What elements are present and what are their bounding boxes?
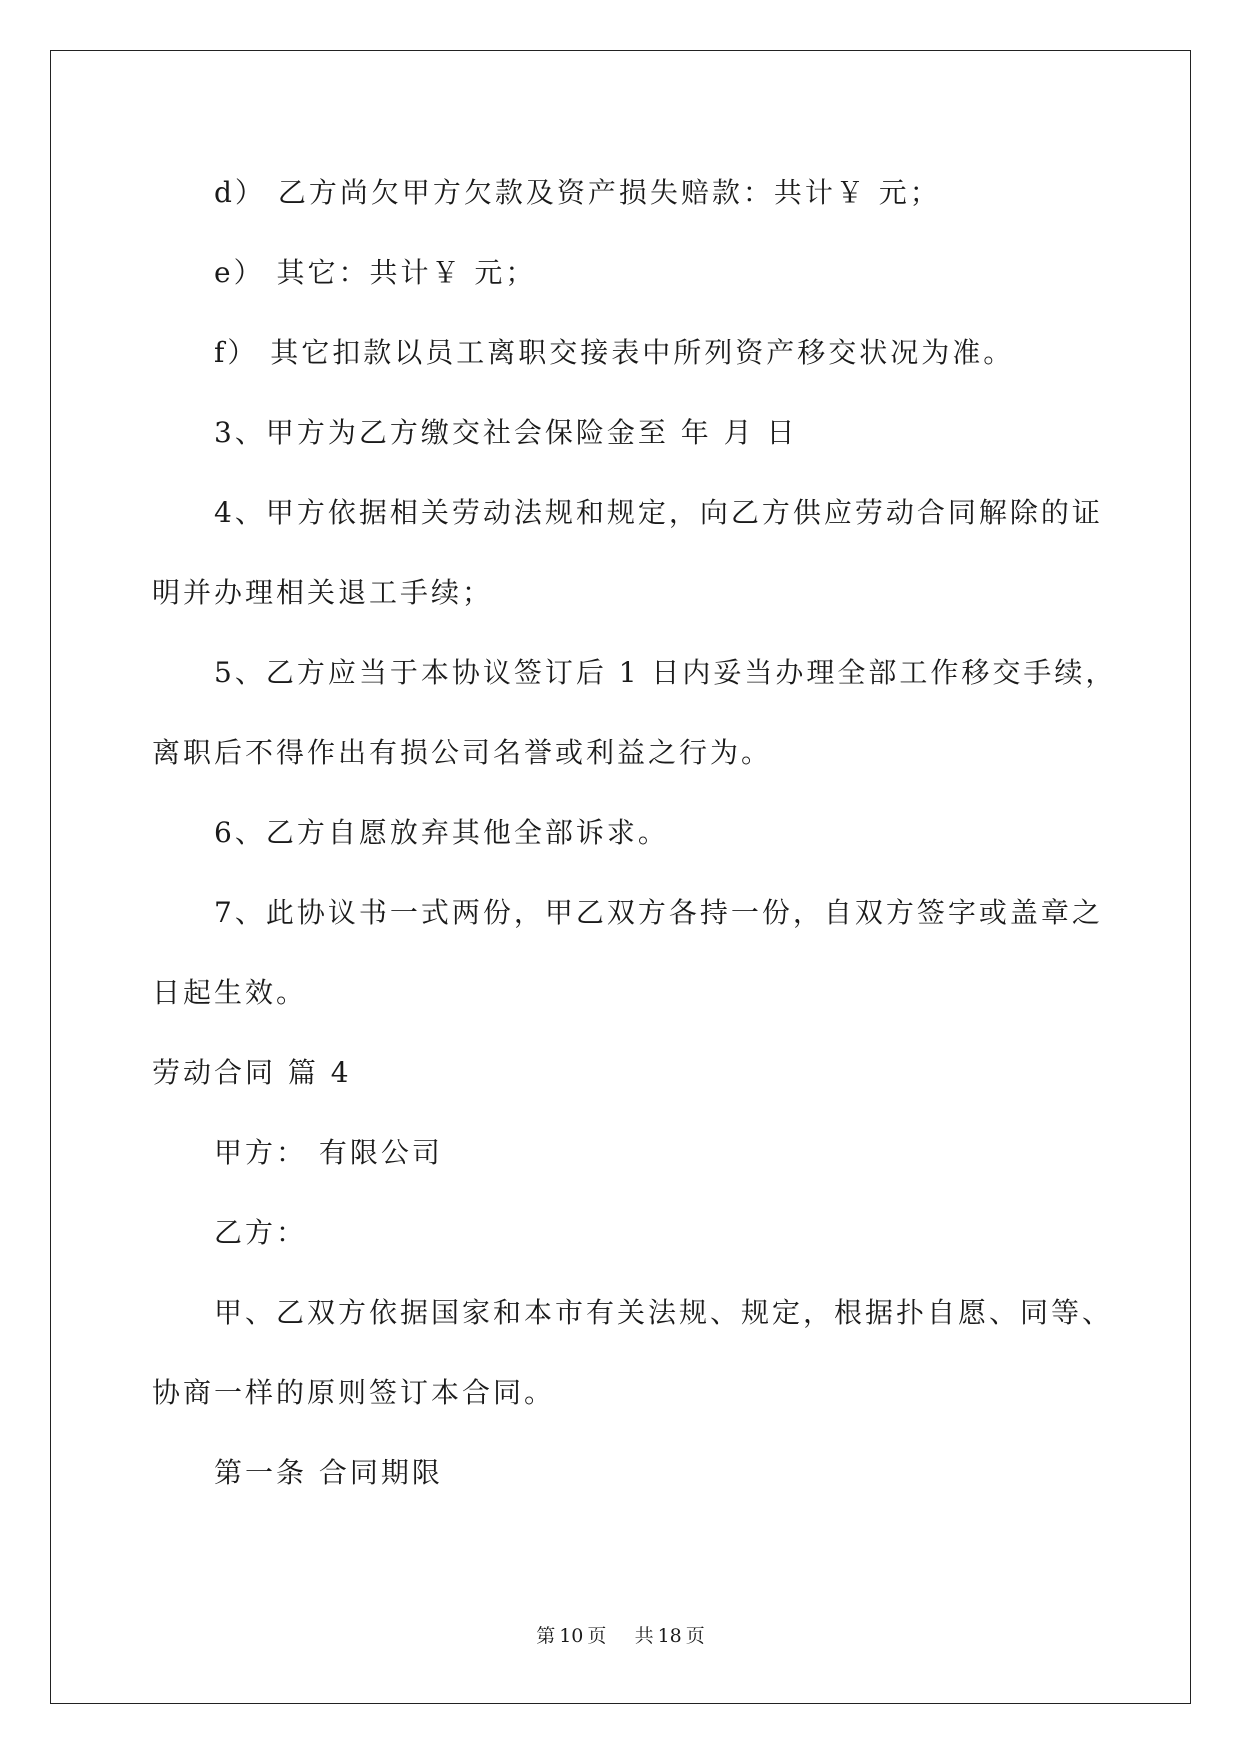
text-line-7a: 7、此协议书一式两份，甲乙双方各持一份，自双方签字或盖章之 [214,896,1103,929]
page-footer [0,1624,1241,1648]
footer-total-pre: 共 [634,1625,654,1647]
text-line-5b: 离职后不得作出有损公司名誉或利益之行为。 [152,736,773,769]
text-line-6: 6、乙方自愿放弃其他全部诉求。 [214,816,669,849]
text-line-d: d） 乙方尚欠甲方欠款及资产损失赔款：共计￥ 元； [214,176,941,209]
text-line-4b: 明并办理相关退工手续； [152,576,494,609]
text-line-5a: 5、乙方应当于本协议签订后 1 日内妥当办理全部工作移交手续， [214,656,1117,689]
text-line-f: f） 其它扣款以员工离职交接表中所列资产移交状况为准。 [214,336,1015,369]
footer-total-pages: 18 [657,1625,682,1647]
party-a: 甲方： 有限公司 [214,1136,443,1169]
text-line-intro-b: 协商一样的原则签订本合同。 [152,1376,556,1409]
footer-page-pre: 第 [536,1625,556,1647]
text-line-7b: 日起生效。 [152,976,308,1009]
party-b: 乙方： [214,1216,308,1249]
footer-total-post: 页 [685,1625,705,1647]
text-line-e: e） 其它：共计￥ 元； [214,256,537,289]
section-heading: 劳动合同 篇 4 [152,1056,352,1089]
footer-page-post: 页 [587,1625,607,1647]
text-line-intro-a: 甲、乙双方依据国家和本市有关法规、规定，根据扑自愿、同等、 [214,1296,1114,1329]
article-heading: 第一条 合同期限 [214,1456,443,1489]
footer-page-number: 10 [559,1625,584,1647]
text-line-4a: 4、甲方依据相关劳动法规和规定，向乙方供应劳动合同解除的证 [214,496,1103,529]
text-line-3: 3、甲方为乙方缴交社会保险金至 年 月 日 [214,416,798,449]
